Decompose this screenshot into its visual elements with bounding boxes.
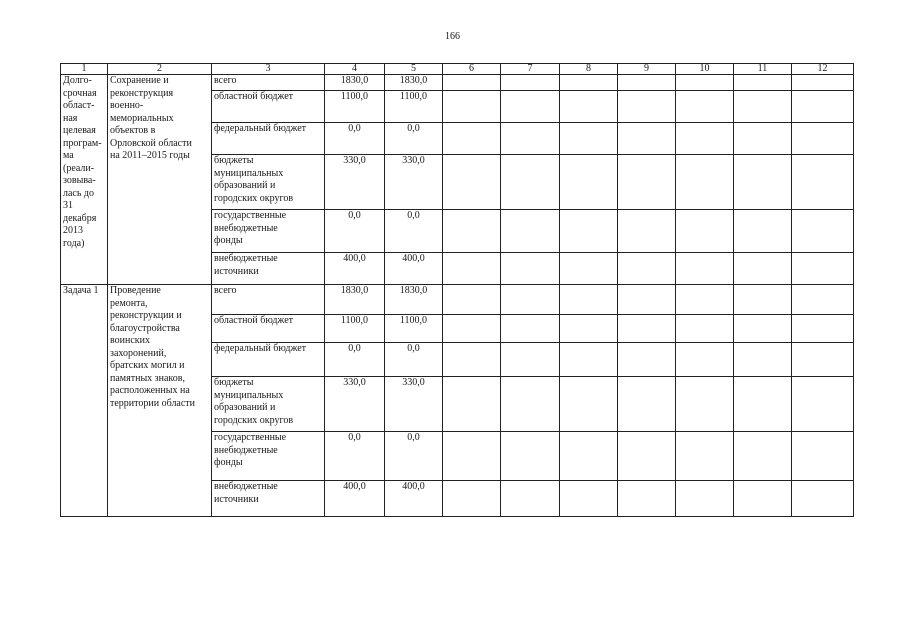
header-cell: 6 xyxy=(443,64,501,75)
empty-cell xyxy=(501,432,560,481)
funding-source-cell: государственные внебюджетные фонды xyxy=(212,432,325,481)
empty-cell xyxy=(734,91,792,123)
empty-cell xyxy=(792,253,854,285)
empty-cell xyxy=(618,75,676,91)
empty-cell xyxy=(443,91,501,123)
empty-cell xyxy=(560,481,618,517)
funding-source-cell: федеральный бюджет xyxy=(212,123,325,155)
value-cell: 0,0 xyxy=(385,343,443,377)
empty-cell xyxy=(560,91,618,123)
value-cell: 0,0 xyxy=(385,432,443,481)
header-cell: 8 xyxy=(560,64,618,75)
empty-cell xyxy=(443,377,501,432)
header-cell: 7 xyxy=(501,64,560,75)
empty-cell xyxy=(792,123,854,155)
header-cell: 1 xyxy=(61,64,108,75)
empty-cell xyxy=(560,377,618,432)
empty-cell xyxy=(560,155,618,210)
value-cell: 1100,0 xyxy=(385,91,443,123)
description-cell: Сохранение и реконструкция военно- мемориальных объектов в Орловской области на 2011–2015 годы xyxy=(108,75,212,285)
empty-cell xyxy=(443,432,501,481)
empty-cell xyxy=(501,285,560,315)
empty-cell xyxy=(792,481,854,517)
value-cell: 0,0 xyxy=(385,210,443,253)
empty-cell xyxy=(501,481,560,517)
program-cell: Долго- срочная област- ная целевая програм- ма (реали- зовыва- лась до 31 декабря 2013 года) xyxy=(61,75,108,285)
header-cell: 5 xyxy=(385,64,443,75)
header-cell: 4 xyxy=(325,64,385,75)
empty-cell xyxy=(734,481,792,517)
empty-cell xyxy=(501,210,560,253)
value-cell: 330,0 xyxy=(325,377,385,432)
empty-cell xyxy=(618,123,676,155)
empty-cell xyxy=(443,253,501,285)
value-cell: 1830,0 xyxy=(325,75,385,91)
value-cell: 0,0 xyxy=(325,210,385,253)
funding-source-cell: бюджеты муниципальных образований и городских округов xyxy=(212,155,325,210)
empty-cell xyxy=(501,253,560,285)
value-cell: 0,0 xyxy=(325,432,385,481)
program-cell: Задача 1 xyxy=(61,285,108,517)
value-cell: 400,0 xyxy=(325,481,385,517)
empty-cell xyxy=(734,75,792,91)
empty-cell xyxy=(792,285,854,315)
budget-table xyxy=(60,63,854,517)
empty-cell xyxy=(443,210,501,253)
value-cell: 1830,0 xyxy=(385,75,443,91)
empty-cell xyxy=(618,155,676,210)
empty-cell xyxy=(560,123,618,155)
funding-source-cell: федеральный бюджет xyxy=(212,343,325,377)
value-cell: 1100,0 xyxy=(325,91,385,123)
empty-cell xyxy=(560,253,618,285)
empty-cell xyxy=(560,315,618,343)
empty-cell xyxy=(560,285,618,315)
funding-source-cell: всего xyxy=(212,285,325,315)
table-row xyxy=(61,285,854,315)
empty-cell xyxy=(443,155,501,210)
empty-cell xyxy=(501,315,560,343)
empty-cell xyxy=(443,343,501,377)
empty-cell xyxy=(501,377,560,432)
empty-cell xyxy=(618,432,676,481)
header-cell: 2 xyxy=(108,64,212,75)
empty-cell xyxy=(501,91,560,123)
header-cell: 11 xyxy=(734,64,792,75)
empty-cell xyxy=(734,343,792,377)
empty-cell xyxy=(676,91,734,123)
empty-cell xyxy=(792,210,854,253)
empty-cell xyxy=(676,315,734,343)
value-cell: 1830,0 xyxy=(385,285,443,315)
header-cell: 10 xyxy=(676,64,734,75)
empty-cell xyxy=(618,343,676,377)
empty-cell xyxy=(618,377,676,432)
value-cell: 330,0 xyxy=(385,377,443,432)
value-cell: 1100,0 xyxy=(385,315,443,343)
empty-cell xyxy=(618,91,676,123)
empty-cell xyxy=(734,253,792,285)
empty-cell xyxy=(560,432,618,481)
empty-cell xyxy=(618,253,676,285)
empty-cell xyxy=(792,432,854,481)
empty-cell xyxy=(560,210,618,253)
table-row xyxy=(61,75,854,91)
empty-cell xyxy=(676,343,734,377)
empty-cell xyxy=(560,343,618,377)
empty-cell xyxy=(501,155,560,210)
empty-cell xyxy=(676,210,734,253)
empty-cell xyxy=(676,285,734,315)
empty-cell xyxy=(618,285,676,315)
funding-source-cell: всего xyxy=(212,75,325,91)
empty-cell xyxy=(618,315,676,343)
funding-source-cell: государственные внебюджетные фонды xyxy=(212,210,325,253)
empty-cell xyxy=(676,75,734,91)
empty-cell xyxy=(734,315,792,343)
header-cell: 12 xyxy=(792,64,854,75)
empty-cell xyxy=(792,315,854,343)
empty-cell xyxy=(618,481,676,517)
empty-cell xyxy=(734,285,792,315)
empty-cell xyxy=(560,75,618,91)
empty-cell xyxy=(676,123,734,155)
empty-cell xyxy=(792,343,854,377)
value-cell: 400,0 xyxy=(385,481,443,517)
empty-cell xyxy=(792,377,854,432)
empty-cell xyxy=(792,91,854,123)
empty-cell xyxy=(676,253,734,285)
value-cell: 400,0 xyxy=(325,253,385,285)
empty-cell xyxy=(734,155,792,210)
header-cell: 9 xyxy=(618,64,676,75)
value-cell: 400,0 xyxy=(385,253,443,285)
funding-source-cell: бюджеты муниципальных образований и городских округов xyxy=(212,377,325,432)
empty-cell xyxy=(676,481,734,517)
value-cell: 0,0 xyxy=(325,343,385,377)
empty-cell xyxy=(734,377,792,432)
empty-cell xyxy=(501,123,560,155)
empty-cell xyxy=(734,123,792,155)
empty-cell xyxy=(734,432,792,481)
value-cell: 330,0 xyxy=(385,155,443,210)
empty-cell xyxy=(676,377,734,432)
value-cell: 0,0 xyxy=(385,123,443,155)
empty-cell xyxy=(618,210,676,253)
empty-cell xyxy=(792,75,854,91)
value-cell: 330,0 xyxy=(325,155,385,210)
page-number: 166 xyxy=(445,31,460,42)
header-row xyxy=(61,64,854,75)
funding-source-cell: внебюджетные источники xyxy=(212,253,325,285)
value-cell: 0,0 xyxy=(325,123,385,155)
value-cell: 1100,0 xyxy=(325,315,385,343)
empty-cell xyxy=(443,123,501,155)
funding-source-cell: областной бюджет xyxy=(212,315,325,343)
empty-cell xyxy=(676,432,734,481)
empty-cell xyxy=(443,285,501,315)
description-cell: Проведение ремонта, реконструкции и благоустройства воинских захоронений, братских могил и памятных знаков, расположенных на территории области xyxy=(108,285,212,517)
header-cell: 3 xyxy=(212,64,325,75)
empty-cell xyxy=(443,315,501,343)
empty-cell xyxy=(501,343,560,377)
funding-source-cell: областной бюджет xyxy=(212,91,325,123)
empty-cell xyxy=(501,75,560,91)
value-cell: 1830,0 xyxy=(325,285,385,315)
funding-source-cell: внебюджетные источники xyxy=(212,481,325,517)
empty-cell xyxy=(734,210,792,253)
empty-cell xyxy=(443,481,501,517)
empty-cell xyxy=(443,75,501,91)
empty-cell xyxy=(676,155,734,210)
empty-cell xyxy=(792,155,854,210)
